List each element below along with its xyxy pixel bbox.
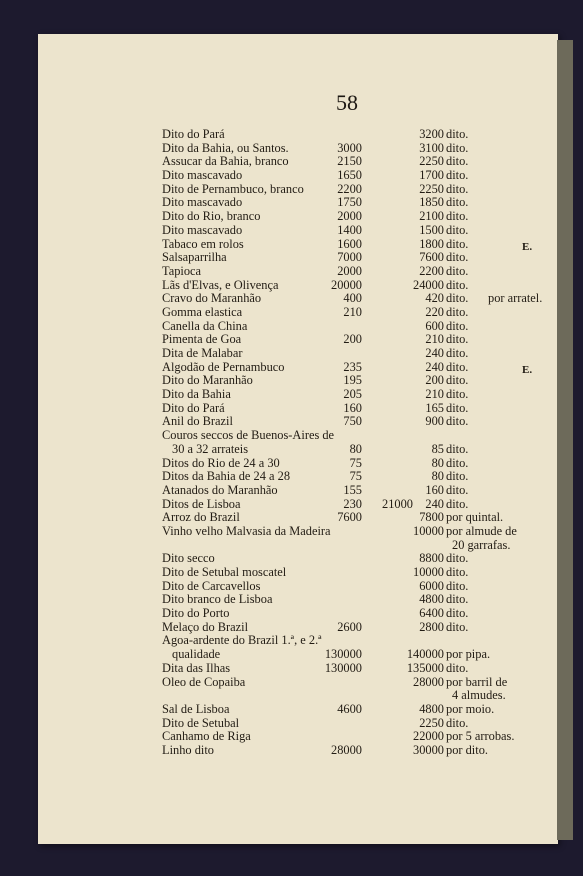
price-low: 2000 xyxy=(337,209,362,224)
price-low: 7600 xyxy=(337,510,362,525)
price-unit: por moio. xyxy=(446,701,495,716)
price-unit: dito. xyxy=(446,592,469,607)
price-unit: dito. xyxy=(446,482,469,497)
price-low: 130000 xyxy=(324,660,362,675)
price-low: 200 xyxy=(343,332,362,347)
item-name: Vinho velho Malvasia da Madeira xyxy=(162,523,331,538)
price-unit: dito. xyxy=(446,606,469,621)
price-high: 210 xyxy=(425,332,444,347)
price-high: 22000 xyxy=(413,729,444,744)
price-row xyxy=(162,689,542,703)
price-unit: dito. xyxy=(446,346,469,360)
price-high: 2250 xyxy=(419,154,444,169)
item-name: Cravo do Maranhão xyxy=(162,291,262,306)
price-row xyxy=(162,484,542,498)
price-high: 85 xyxy=(431,441,444,456)
price-row xyxy=(162,388,542,402)
item-name: Gomma elastica xyxy=(162,304,243,319)
unit-extra: por arratel. xyxy=(488,291,543,306)
margin-mark: E. xyxy=(522,363,533,376)
price-low: 155 xyxy=(343,482,362,497)
price-row xyxy=(162,361,542,375)
price-high: 24000 xyxy=(413,277,444,292)
price-low: 1650 xyxy=(337,168,362,183)
price-low: 130000 xyxy=(324,647,362,662)
price-unit: dito. xyxy=(446,127,469,141)
item-name: Sal de Lisboa xyxy=(162,701,230,716)
price-high: 240 xyxy=(425,346,444,360)
item-extra-price: 21000 xyxy=(382,496,413,511)
price-row xyxy=(162,552,542,566)
price-row xyxy=(162,676,542,690)
price-low: 1750 xyxy=(337,195,362,210)
item-name: Pimenta de Goa xyxy=(162,332,242,347)
price-row xyxy=(162,128,542,142)
price-low: 7000 xyxy=(337,250,362,265)
price-low: 2200 xyxy=(337,181,362,196)
price-row xyxy=(162,470,542,484)
item-name: 30 a 32 arrateis xyxy=(172,441,249,456)
price-unit: dito. xyxy=(446,551,469,566)
price-unit: dito. xyxy=(446,263,469,278)
item-name: Dito do Rio, branco xyxy=(162,209,261,224)
price-unit: dito. xyxy=(446,400,469,415)
price-low: 1600 xyxy=(337,236,362,251)
price-unit: dito. xyxy=(446,277,469,292)
price-high: 10000 xyxy=(413,523,444,538)
item-name: Atanados do Maranhão xyxy=(162,482,278,497)
item-name: Dito da Bahia, ou Santos. xyxy=(162,140,289,155)
price-unit: dito. xyxy=(446,455,469,470)
price-high: 4800 xyxy=(419,701,444,716)
item-name: Oleo de Copaiba xyxy=(162,674,246,689)
price-low: 400 xyxy=(343,291,362,306)
price-high: 8800 xyxy=(419,551,444,566)
price-row xyxy=(162,306,542,320)
margin-mark: E. xyxy=(522,240,533,253)
price-high: 900 xyxy=(425,414,444,429)
price-low: 2600 xyxy=(337,619,362,634)
price-unit: dito. xyxy=(446,332,469,347)
price-low: 230 xyxy=(343,496,362,511)
price-row xyxy=(162,183,542,197)
price-unit: dito. xyxy=(446,154,469,169)
price-row xyxy=(162,730,542,744)
price-row xyxy=(162,717,542,731)
price-low: 75 xyxy=(349,455,362,470)
price-row xyxy=(162,662,542,676)
price-high: 1700 xyxy=(419,168,444,183)
price-row xyxy=(162,238,542,252)
item-name: Dita de Malabar xyxy=(162,346,243,360)
price-high: 200 xyxy=(425,373,444,388)
price-low: 210 xyxy=(343,304,362,319)
item-name: Ditos de Lisboa xyxy=(162,496,241,511)
price-high: 2250 xyxy=(419,715,444,730)
price-row xyxy=(162,347,542,361)
price-low: 235 xyxy=(343,359,362,374)
price-high: 160 xyxy=(425,482,444,497)
price-low: 2150 xyxy=(337,154,362,169)
price-high: 240 xyxy=(425,359,444,374)
item-name: Anil do Brazil xyxy=(162,414,233,429)
price-unit: dito. xyxy=(446,304,469,319)
price-unit: dito. xyxy=(446,414,469,429)
price-row xyxy=(162,169,542,183)
price-low: 28000 xyxy=(331,742,362,757)
price-high: 28000 xyxy=(413,674,444,689)
price-unit: dito. xyxy=(446,715,469,730)
price-row xyxy=(162,539,542,553)
price-row xyxy=(162,703,542,717)
price-unit: por barril de xyxy=(446,674,508,689)
price-high: 2250 xyxy=(419,181,444,196)
page-number: 58 xyxy=(336,90,358,115)
item-name: Dito mascavado xyxy=(162,168,243,183)
price-high: 2800 xyxy=(419,619,444,634)
price-row xyxy=(162,525,542,539)
price-row xyxy=(162,279,542,293)
item-name: Dito de Setubal moscatel xyxy=(162,565,287,579)
price-high: 210 xyxy=(425,387,444,402)
item-name: Algodão de Pernambuco xyxy=(162,359,285,374)
price-unit: dito. xyxy=(446,250,469,265)
price-row xyxy=(162,429,542,443)
price-low: 80 xyxy=(349,441,362,456)
price-row xyxy=(162,196,542,210)
item-name: Canella da China xyxy=(162,318,248,333)
price-high: 30000 xyxy=(413,742,444,757)
item-name: Dito de Setubal xyxy=(162,715,240,730)
price-row xyxy=(162,511,542,525)
price-high: 165 xyxy=(425,400,444,415)
price-unit: dito. xyxy=(446,441,469,456)
price-unit: dito. xyxy=(446,496,469,511)
price-unit: por dito. xyxy=(446,742,488,757)
item-name: Dito mascavado xyxy=(162,222,243,237)
price-high: 2200 xyxy=(419,263,444,278)
item-name: Ditos da Bahia de 24 a 28 xyxy=(162,469,291,484)
item-name: Tabaco em rolos xyxy=(162,236,244,251)
price-unit: 4 almudes. xyxy=(452,688,506,703)
price-unit: dito. xyxy=(446,318,469,333)
price-high: 3200 xyxy=(419,127,444,141)
price-low: 4600 xyxy=(337,701,362,716)
price-unit: dito. xyxy=(446,359,469,374)
item-name: Dito do Maranhão xyxy=(162,373,253,388)
price-unit: dito. xyxy=(446,181,469,196)
price-unit: dito. xyxy=(446,209,469,224)
price-high: 1800 xyxy=(419,236,444,251)
price-row xyxy=(162,607,542,621)
price-row xyxy=(162,251,542,265)
price-unit: dito. xyxy=(446,578,469,593)
price-high: 240 xyxy=(425,496,444,511)
price-row xyxy=(162,210,542,224)
item-name: Dita das Ilhas xyxy=(162,660,231,675)
price-high: 7800 xyxy=(419,510,444,525)
price-low: 3000 xyxy=(337,140,362,155)
price-low: 205 xyxy=(343,387,362,402)
price-unit: dito. xyxy=(446,619,469,634)
price-low: 75 xyxy=(349,469,362,484)
price-high: 600 xyxy=(425,318,444,333)
price-high: 10000 xyxy=(413,565,444,579)
price-unit: por pipa. xyxy=(446,647,491,662)
price-unit: dito. xyxy=(446,222,469,237)
price-row xyxy=(162,621,542,635)
item-name: Dito da Bahia xyxy=(162,387,231,402)
price-row xyxy=(162,443,542,457)
price-row xyxy=(162,634,542,648)
price-high: 135000 xyxy=(406,660,444,675)
item-name: Dito de Carcavellos xyxy=(162,578,261,593)
item-name: Tapioca xyxy=(162,263,202,278)
price-low: 160 xyxy=(343,400,362,415)
item-name: Dito mascavado xyxy=(162,195,243,210)
price-unit: dito. xyxy=(446,469,469,484)
item-name: Agoa-ardente do Brazil 1.ª, e 2.ª xyxy=(162,633,322,648)
price-unit: por quintal. xyxy=(446,510,504,525)
price-list xyxy=(162,128,542,758)
price-row xyxy=(162,402,542,416)
price-high: 1500 xyxy=(419,222,444,237)
item-name: Lãs d'Elvas, e Olivença xyxy=(162,277,279,292)
price-high: 6400 xyxy=(419,606,444,621)
item-name: Couros seccos de Buenos-Aires de xyxy=(162,428,335,443)
price-unit: dito. xyxy=(446,195,469,210)
price-unit: dito. xyxy=(446,387,469,402)
price-row xyxy=(162,265,542,279)
price-unit: dito. xyxy=(446,291,469,306)
price-row xyxy=(162,374,542,388)
price-unit: dito. xyxy=(446,565,469,579)
price-high: 420 xyxy=(425,291,444,306)
item-name: Dito do Porto xyxy=(162,606,230,621)
price-row xyxy=(162,415,542,429)
price-row xyxy=(162,224,542,238)
price-high: 6000 xyxy=(419,578,444,593)
item-name: Dito branco de Lisboa xyxy=(162,592,273,607)
price-high: 2100 xyxy=(419,209,444,224)
price-unit: 20 garrafas. xyxy=(452,537,511,552)
price-row xyxy=(162,744,542,758)
item-name: Canhamo de Riga xyxy=(162,729,251,744)
price-unit: por 5 arrobas. xyxy=(446,729,515,744)
item-name: Linho dito xyxy=(162,742,214,757)
price-row xyxy=(162,333,542,347)
price-unit: dito. xyxy=(446,660,469,675)
price-row xyxy=(162,142,542,156)
price-low: 20000 xyxy=(331,277,362,292)
item-name: qualidade xyxy=(172,647,221,662)
price-high: 7600 xyxy=(419,250,444,265)
item-name: Ditos do Rio de 24 a 30 xyxy=(162,455,280,470)
item-name: Dito do Pará xyxy=(162,127,225,141)
item-name: Dito de Pernambuco, branco xyxy=(162,181,304,196)
price-row xyxy=(162,566,542,580)
price-row xyxy=(162,320,542,334)
price-row xyxy=(162,593,542,607)
price-unit: dito. xyxy=(446,373,469,388)
price-row xyxy=(162,498,542,512)
item-name: Assucar da Bahia, branco xyxy=(162,154,289,169)
price-high: 3100 xyxy=(419,140,444,155)
item-name: Salsaparrilha xyxy=(162,250,227,265)
price-unit: dito. xyxy=(446,168,469,183)
price-row xyxy=(162,155,542,169)
price-unit: dito. xyxy=(446,236,469,251)
price-row xyxy=(162,292,542,306)
adjacent-page-edge xyxy=(557,40,573,840)
price-high: 80 xyxy=(431,469,444,484)
price-unit: por almude de xyxy=(446,523,517,538)
price-unit: dito. xyxy=(446,140,469,155)
price-high: 80 xyxy=(431,455,444,470)
price-high: 220 xyxy=(425,304,444,319)
price-low: 750 xyxy=(343,414,362,429)
price-row xyxy=(162,457,542,471)
price-high: 140000 xyxy=(406,647,444,662)
item-name: Dito secco xyxy=(162,551,215,566)
price-row xyxy=(162,580,542,594)
item-name: Dito do Pará xyxy=(162,400,225,415)
price-high: 4800 xyxy=(419,592,444,607)
price-low: 1400 xyxy=(337,222,362,237)
price-row xyxy=(162,648,542,662)
price-low: 195 xyxy=(343,373,362,388)
price-high: 1850 xyxy=(419,195,444,210)
item-name: Melaço do Brazil xyxy=(162,619,249,634)
item-name: Arroz do Brazil xyxy=(162,510,240,525)
price-low: 2000 xyxy=(337,263,362,278)
